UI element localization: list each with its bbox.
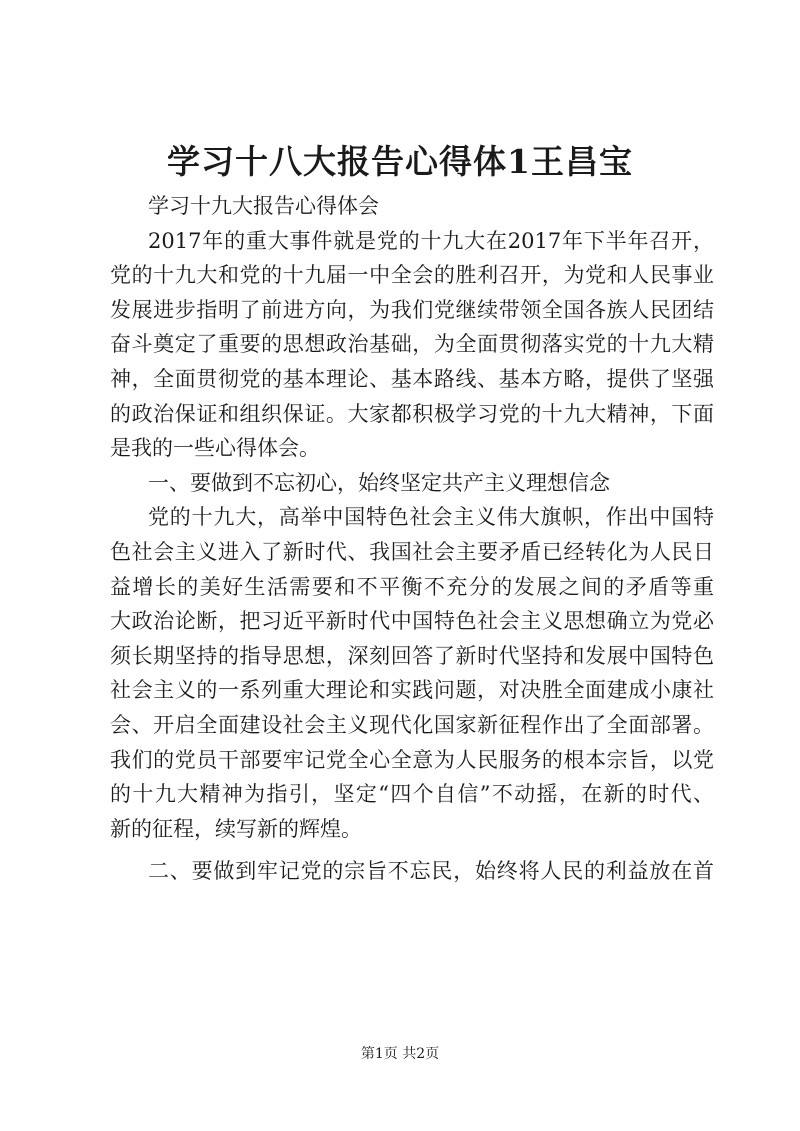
subtitle-line: 学习十九大报告心得体会 — [148, 194, 379, 218]
paragraph-line: 我们的党员干部要牢记党全心全意为人民服务的根本宗旨，以党 — [110, 747, 714, 772]
paragraph-line: 色社会主义进入了新时代、我国社会主要矛盾已经转化为人民日 — [110, 539, 714, 564]
paragraph-line: 党的十九大，高举中国特色社会主义伟大旗帜，作出中国特 — [148, 505, 714, 530]
paragraph-line: 大政治论断，把习近平新时代中国特色社会主义思想确立为党必 — [110, 609, 714, 634]
paragraph-line: 益增长的美好生活需要和不平衡不充分的发展之间的矛盾等重 — [110, 574, 714, 599]
paragraph-line: 的十九大精神为指引，坚定“四个自信”不动摇，在新的时代、 — [110, 782, 714, 807]
paragraph-line: 神，全面贯彻党的基本理论、基本路线、基本方略，提供了坚强 — [110, 366, 714, 391]
paragraph-line: 会、开启全面建设社会主义现代化国家新征程作出了全面部署。 — [110, 712, 714, 737]
document-body — [110, 189, 714, 889]
paragraph-line: 发展进步指明了前进方向，为我们党继续带领全国各族人民团结 — [110, 297, 714, 322]
paragraph-line: 2017年的重大事件就是党的十九大在2017年下半年召开， — [148, 228, 714, 253]
paragraph-line: 新的征程，续写新的辉煌。 — [110, 816, 362, 841]
paragraph-line: 须长期坚持的指导思想，深刻回答了新时代坚持和发展中国特色 — [110, 643, 714, 668]
paragraph-gap — [110, 846, 714, 854]
section-heading: 二、要做到牢记党的宗旨不忘民，始终将人民的利益放在首 — [148, 859, 714, 884]
page-footer: 第1页 共2页 — [360, 1046, 440, 1062]
paragraph-line: 党的十九大和党的十九届一中全会的胜利召开，为党和人民事业 — [110, 263, 714, 288]
document-title: 学习十八大报告心得体1王昌宝 — [167, 142, 633, 181]
section-heading: 一、要做到不忘初心，始终坚定共产主义理想信念 — [148, 470, 610, 495]
paragraph-line: 的政治保证和组织保证。大家都积极学习党的十九大精神，下面 — [110, 401, 714, 426]
paragraph-line: 社会主义的一系列重大理论和实践问题，对决胜全面建成小康社 — [110, 678, 714, 703]
paragraph-line: 奋斗奠定了重要的思想政治基础，为全面贯彻落实党的十九大精 — [110, 332, 714, 357]
paragraph-line: 是我的一些心得体会。 — [110, 436, 320, 461]
